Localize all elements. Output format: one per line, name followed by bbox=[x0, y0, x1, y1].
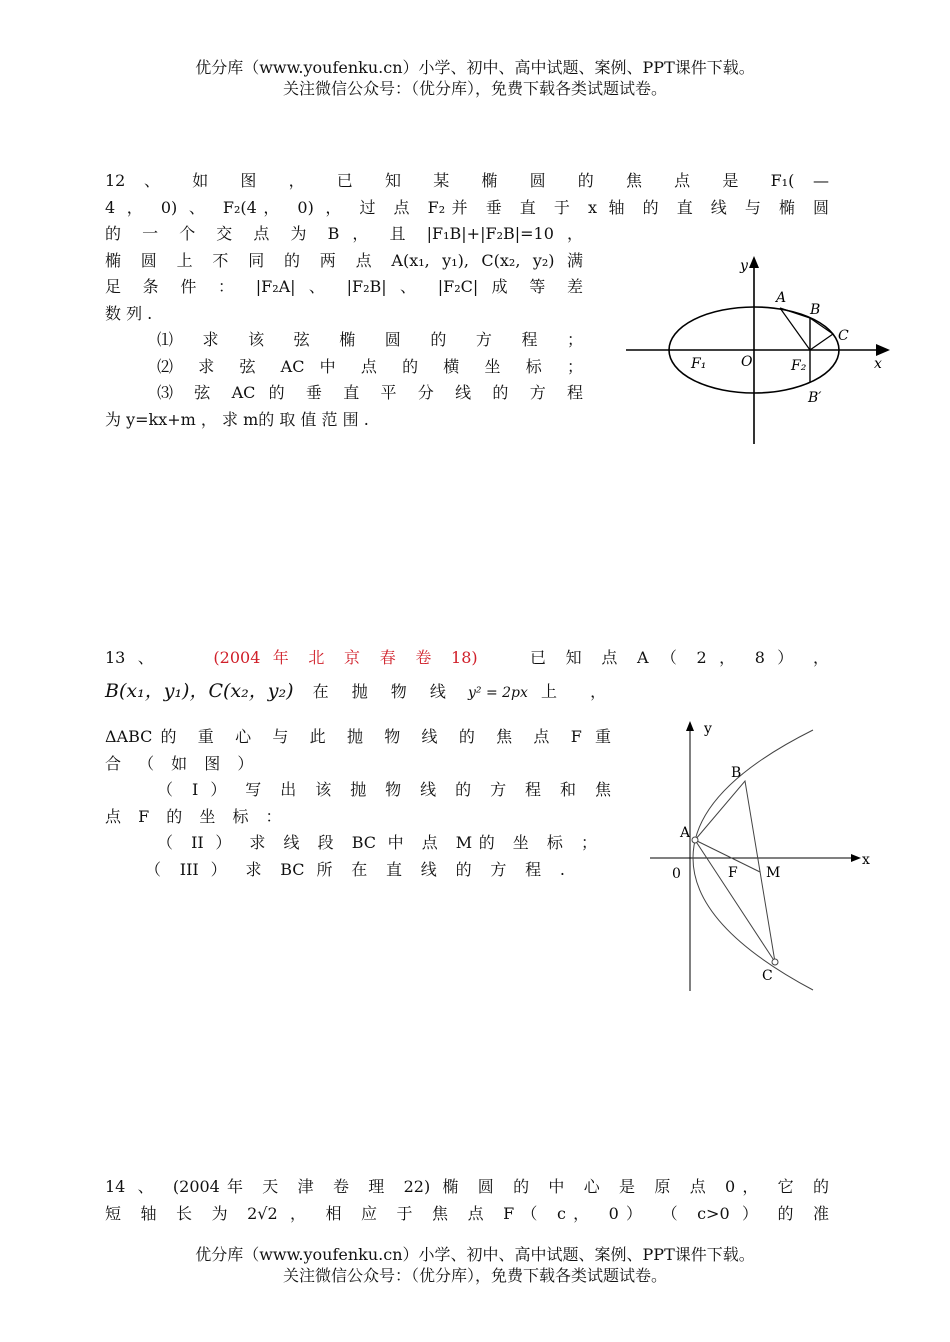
label-y: y bbox=[704, 721, 712, 737]
q12-part-2: ⑵ 求 弦 AC 中 点 的 横 坐 标 ； bbox=[157, 356, 583, 376]
x-arrow-icon bbox=[876, 344, 890, 356]
q13-source: (2004 年 北 京 春 卷 18) bbox=[213, 648, 478, 667]
segment-a-f2 bbox=[780, 308, 810, 350]
question-13-line-2 bbox=[105, 676, 645, 708]
q13-equation: y² = 2px bbox=[467, 685, 528, 701]
label-a: A bbox=[680, 825, 691, 841]
q13-number: 13 、 bbox=[105, 648, 162, 667]
q13-line-1-rest: 已 知 点 A （ 2 ， 8 ） ， bbox=[530, 648, 829, 667]
q13-line-3: ΔABC的 重 心 与 此 抛 物 线 的 焦 点 F 重 bbox=[105, 727, 611, 746]
page-header bbox=[0, 57, 950, 99]
q14-line-1: 14 、 (2004年 天 津 卷 理 22) 椭 圆 的 中 心 是 原 点 0， 它 的 bbox=[105, 1177, 829, 1196]
label-f2: F₂ bbox=[791, 358, 807, 374]
label-o: 0 bbox=[672, 866, 681, 882]
question-13 bbox=[105, 645, 829, 672]
q12-line: 足 条 件 ： |F₂A| 、 |F₂B| 、 |F₂C| 成 等 差 bbox=[105, 277, 583, 296]
point-c bbox=[772, 959, 778, 965]
q13-line-1 bbox=[105, 645, 829, 672]
label-c: C bbox=[762, 968, 773, 984]
q12-line: 数 列 . bbox=[105, 303, 153, 323]
y-arrow-icon bbox=[749, 256, 759, 268]
label-a: A bbox=[776, 290, 787, 306]
label-b-prime: B′ bbox=[808, 390, 822, 406]
q13-points: B(x₁，y₁)，C(x₂，y₂) bbox=[105, 680, 294, 702]
label-x: x bbox=[874, 356, 882, 372]
point-a bbox=[692, 837, 698, 843]
q13-line-2-mid: 在 抛 物 线 bbox=[312, 682, 455, 701]
q13-part-1b: 点 F 的 坐 标 ： bbox=[105, 806, 288, 826]
q13-part-1a: （ I ） 写 出 该 抛 物 线 的 方 程 和 焦 bbox=[157, 780, 611, 799]
q12-ellipse-figure bbox=[620, 248, 895, 448]
parabola-curve bbox=[693, 730, 813, 990]
q13-part-2: （ II ） 求 线 段 BC 中 点 M的 坐 标 ； bbox=[157, 833, 597, 852]
label-m: M bbox=[766, 865, 781, 881]
question-13-body bbox=[105, 724, 611, 883]
q12-part-1: ⑴ 求 该 弦 椭 圆 的 方 程 ； bbox=[157, 330, 583, 349]
q13-line-2-end: 上 ， bbox=[541, 682, 621, 701]
q13-part-3: （ III ） 求 BC 所 在 直 线 的 方 程 . bbox=[145, 859, 565, 879]
q12-line: 的 一 个 交 点 为 B ， 且 |F₁B|+|F₂B|=10 ， bbox=[105, 224, 583, 243]
q12-line: 12 、 如 图 ， 已 知 某 椭 圆 的 焦 点 是 F₁( — bbox=[105, 171, 829, 190]
q13-line-4: 合 （ 如 图 ） bbox=[105, 753, 260, 773]
header-line-2: 关注微信公众号：（优分库），免费下载各类试题试卷。 bbox=[282, 79, 667, 98]
q12-line: 椭 圆 上 不 同 的 两 点 A(x₁, y₁), C(x₂, y₂) 满 bbox=[105, 250, 583, 270]
y-arrow-icon bbox=[686, 721, 694, 731]
label-c: C bbox=[838, 328, 849, 344]
header-line-1: 优分库（www.youfenku.cn）小学、初中、高中试题、案例、PPT课件下载。 bbox=[195, 58, 755, 77]
question-14 bbox=[105, 1174, 829, 1227]
label-f1: F₁ bbox=[691, 356, 707, 372]
q12-part-3: ⑶ 弦 AC 的 垂 直 平 分 线 的 方 程 bbox=[157, 383, 583, 402]
question-12-body bbox=[105, 221, 583, 433]
footer-line-2: 关注微信公众号：（优分库），免费下载各类试题试卷。 bbox=[282, 1266, 667, 1285]
label-o: O bbox=[741, 354, 753, 370]
label-b: B bbox=[810, 302, 821, 318]
x-arrow-icon bbox=[851, 854, 861, 862]
footer-line-1: 优分库（www.youfenku.cn）小学、初中、高中试题、案例、PPT课件下载。 bbox=[195, 1245, 755, 1264]
label-b: B bbox=[731, 765, 742, 781]
segment-c-f2 bbox=[810, 334, 833, 350]
segment-a-b bbox=[780, 308, 810, 318]
label-y: y bbox=[740, 258, 748, 274]
q12-line: 4 ， 0) 、 F₂(4， 0) ， 过 点 F₂并 垂 直 于 x 轴 的 直 线 与 椭 圆 bbox=[105, 197, 829, 217]
label-f: F bbox=[728, 865, 738, 881]
q12-last-line: 为 y=kx+m ， 求 m的 取 值 范 围 . bbox=[105, 409, 369, 429]
q14-line-2: 短 轴 长 为 2√2 ， 相 应 于 焦 点 F（ c， 0） （ c>0 ） 的 准 bbox=[105, 1203, 829, 1223]
page-footer bbox=[0, 1244, 950, 1286]
question-12 bbox=[105, 168, 829, 221]
q13-parabola-figure bbox=[645, 715, 875, 995]
label-x: x bbox=[862, 852, 870, 868]
segment-b-c bbox=[810, 318, 833, 334]
